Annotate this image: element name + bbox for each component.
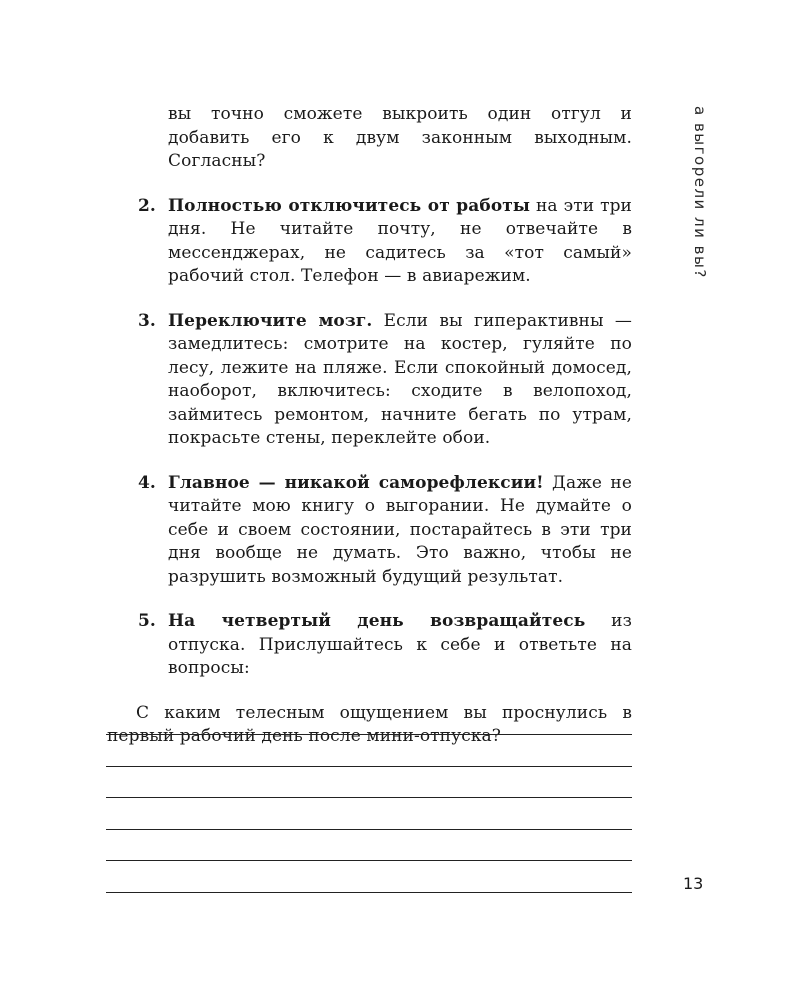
list-item-lead: Полностью отключитесь от работы [168,195,531,216]
list-item-lead: На четвертый день возвращайтесь [168,611,586,631]
list-item-text: Если вы гиперактивны — замедлитесь: смотрите на костер, гуляйте по лесу, лежите на пляже. Если спокойный домосед, наоборот, включитесь: сходите в велопоход, займитесь ремонтом, начните бегать по утрам, покрасьте стены, переклейте обои. [168,310,632,448]
answer-line[interactable] [106,766,632,798]
list-item-lead: Главное — никакой саморефлексии! [168,472,544,493]
answer-line[interactable] [106,797,632,829]
list-number: 5. [138,611,156,631]
list-item-text: Даже не читайте мою книгу о выгорании. Не думайте о себе и своем состоянии, постарайтесь в эти три дня вообще не думать. Это важно, чтобы не разрушить возможный будущий результат. [168,472,632,587]
answer-line[interactable] [106,892,632,924]
answer-line[interactable] [106,734,632,766]
answer-line[interactable] [106,829,632,861]
list-item-text: на эти три дня. Не читайте почту, не отвечайте в мессенджерах, не садитесь за «тот самый» рабочий стол. Телефон — в авиарежим. [168,195,632,286]
list-item-5 [107,610,632,681]
answer-lines [106,734,632,924]
body-text [107,103,632,749]
continuation-paragraph: вы точно сможете выкроить один отгул и добавить его к двум законным выходным. Согласны? [168,104,632,171]
list-number: 2. [138,195,156,216]
list-number: 3. [138,310,156,331]
list-item-4 [107,472,632,590]
list-item-3 [107,310,632,451]
answer-line[interactable] [106,860,632,892]
question-paragraph: С каким телесным ощущением вы проснулись в первый рабочий день после мини-отпуска? [107,702,632,746]
running-header: а выгорели ли вы? [691,106,709,279]
page-number: 13 [683,874,704,893]
list-item-text: из отпуска. Прислушайтесь к себе и ответьте на вопросы: [168,611,632,678]
list-number: 4. [138,472,156,493]
list-item-2 [107,195,632,289]
list-item-lead: Переключите мозг. [168,310,373,331]
